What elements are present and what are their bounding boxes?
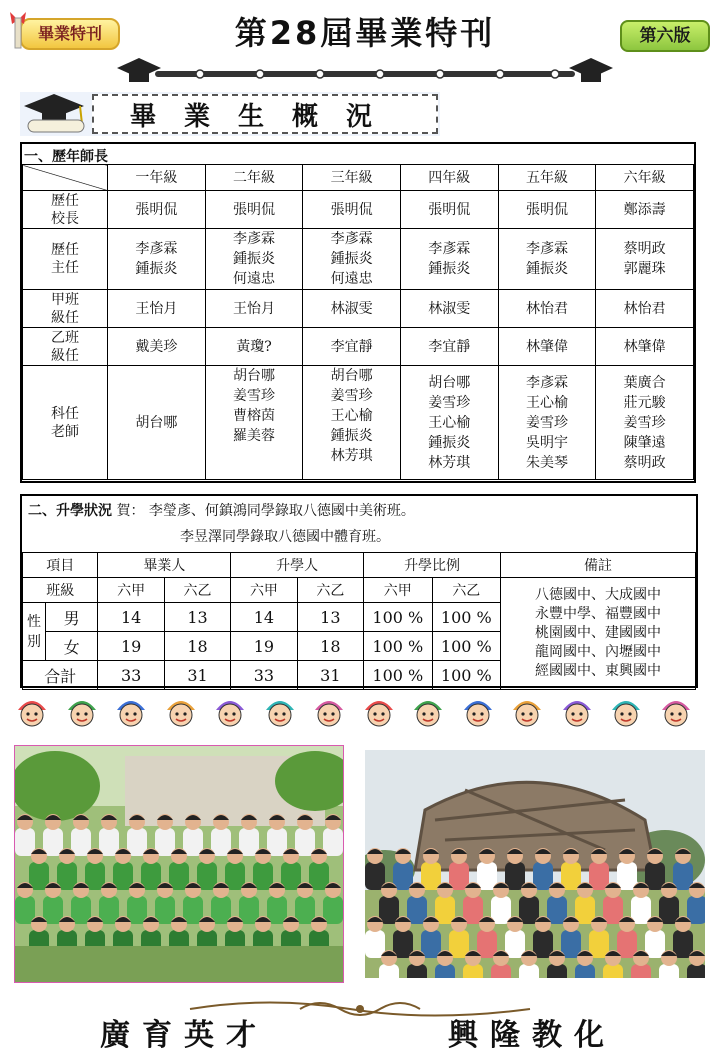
row-label: 甲班 級任: [23, 290, 108, 328]
row-label: 科任 老師: [23, 366, 108, 480]
table-cell: 張明侃: [400, 191, 498, 229]
advancement-table: [22, 552, 696, 690]
edition-badge: 第六版: [620, 20, 710, 52]
table-cell: 林淑雯: [400, 290, 498, 328]
class-photo-1: [14, 745, 344, 983]
table-cell: 胡台哪: [108, 366, 206, 480]
table-cell: 李宜靜: [400, 328, 498, 366]
column-header: 項目: [23, 553, 98, 578]
table-cell: 李彥霖 鍾振炎: [400, 229, 498, 290]
table-cell: 100 %: [432, 661, 501, 690]
column-header: 備註: [501, 553, 696, 578]
table-cell: 14: [98, 603, 164, 632]
newsletter-badge: [20, 18, 120, 50]
table-cell: 18: [164, 632, 230, 661]
table-cell: 李彥霖 鍾振炎: [108, 229, 206, 290]
table-cell: 李彥霖 鍾振炎 何遠忠: [303, 229, 401, 290]
table-cell: 100 %: [364, 603, 433, 632]
teachers-heading: 一、歷年師長: [24, 149, 108, 165]
gender-label: 性別: [23, 603, 46, 661]
advancement-heading-line: [28, 500, 415, 520]
table-corner: [23, 165, 108, 191]
class-header: 六乙: [164, 578, 230, 603]
graduation-cap-icon: [117, 58, 161, 82]
table-cell: 葉廣合 莊元駿 姜雪珍 陳肇遠 蔡明政: [596, 366, 694, 480]
kid-face-icon: [64, 694, 100, 730]
table-cell: 李宜靜: [303, 328, 401, 366]
row-label: 歷任 主任: [23, 229, 108, 290]
congrats-line-2: 李昱澤同學錄取八德國中體育班。: [180, 529, 390, 545]
kid-face-icon: [460, 694, 496, 730]
motto-left: 廣育英才: [100, 1018, 268, 1053]
table-cell: 31: [297, 661, 363, 690]
table-cell: 張明侃: [205, 191, 303, 229]
table-cell: 林怡君: [498, 290, 596, 328]
table-cell: 18: [297, 632, 363, 661]
class-header: 六甲: [364, 578, 433, 603]
table-cell: 19: [231, 632, 297, 661]
class-header: 六甲: [231, 578, 297, 603]
row-label: 女: [45, 632, 98, 661]
kid-face-icon: [311, 694, 347, 730]
row-label: 合計: [23, 661, 98, 690]
table-cell: 王怡月: [108, 290, 206, 328]
table-cell: 林怡君: [596, 290, 694, 328]
kid-face-icon: [212, 694, 248, 730]
table-cell: 100 %: [364, 661, 433, 690]
page-title: 第28屆畢業特刊: [234, 14, 496, 52]
kid-face-icon: [658, 694, 694, 730]
grade-header: 六年級: [596, 165, 694, 191]
table-cell: 胡台哪 姜雪珍 王心榆 鍾振炎 林芳琪: [303, 366, 401, 480]
congrats-line-1: 李瑩彥、何鎮鴻同學錄取八德國中美術班。: [148, 503, 415, 519]
class-photo-2: [365, 750, 705, 978]
table-cell: 林淑雯: [303, 290, 401, 328]
table-cell: 100 %: [432, 603, 501, 632]
kid-face-icon: [410, 694, 446, 730]
table-cell: 13: [297, 603, 363, 632]
section-title: 畢業生概況: [129, 102, 400, 132]
table-cell: 19: [98, 632, 164, 661]
kid-face-icon: [559, 694, 595, 730]
class-header: 六乙: [297, 578, 363, 603]
table-cell: 胡台哪 姜雪珍 王心榆 鍾振炎 林芳琪: [400, 366, 498, 480]
kid-face-icon: [608, 694, 644, 730]
row-label: 班級: [23, 578, 98, 603]
congrats-label: 賀：: [116, 503, 145, 519]
table-cell: 13: [164, 603, 230, 632]
grade-header: 五年級: [498, 165, 596, 191]
kid-face-icon: [262, 694, 298, 730]
kid-face-icon: [163, 694, 199, 730]
kid-face-icon: [361, 694, 397, 730]
column-header: 升學比例: [364, 553, 501, 578]
graduation-cap-icon: [569, 58, 613, 82]
table-cell: 李彥霖 鍾振炎 何遠忠: [205, 229, 303, 290]
table-cell: 14: [231, 603, 297, 632]
table-cell: 100 %: [432, 632, 501, 661]
kid-face-icon: [113, 694, 149, 730]
teachers-table: [22, 164, 694, 480]
table-cell: 王怡月: [205, 290, 303, 328]
table-cell: 蔡明政 郭麗珠: [596, 229, 694, 290]
grade-header: 一年級: [108, 165, 206, 191]
class-header: 六乙: [432, 578, 501, 603]
table-cell: 100 %: [364, 632, 433, 661]
table-cell: 33: [98, 661, 164, 690]
ribbon-icon: [8, 10, 28, 50]
motto-right: 興隆教化: [448, 1018, 616, 1053]
title-decoration-bar: [115, 54, 615, 94]
grade-header: 四年級: [400, 165, 498, 191]
grade-header: 三年級: [303, 165, 401, 191]
row-label: 歷任 校長: [23, 191, 108, 229]
remarks-cell: 八德國中、大成國中 永豐中學、福豐國中 桃園國中、建國國中 龍岡國中、內壢國中 經國國中、東興國中: [501, 578, 696, 690]
column-header: 畢業人: [98, 553, 231, 578]
table-cell: 張明侃: [108, 191, 206, 229]
table-cell: 張明侃: [303, 191, 401, 229]
table-cell: 林肇偉: [596, 328, 694, 366]
table-cell: 林肇偉: [498, 328, 596, 366]
row-label: 男: [45, 603, 98, 632]
kid-face-icon: [509, 694, 545, 730]
row-label: 乙班 級任: [23, 328, 108, 366]
badge-label: 畢業特刊: [37, 24, 102, 43]
table-cell: 31: [164, 661, 230, 690]
kids-decoration-row: [14, 694, 708, 732]
table-cell: 戴美珍: [108, 328, 206, 366]
column-header: 升學人: [231, 553, 364, 578]
kid-face-icon: [14, 694, 50, 730]
table-cell: 胡台哪 姜雪珍 曹榕茵 羅美蓉: [205, 366, 303, 480]
table-cell: 黃瓊?: [205, 328, 303, 366]
table-cell: 李彥霖 鍾振炎: [498, 229, 596, 290]
advancement-heading: 二、升學狀況: [28, 503, 112, 519]
class-header: 六甲: [98, 578, 164, 603]
table-cell: 張明侃: [498, 191, 596, 229]
table-cell: 鄭添壽: [596, 191, 694, 229]
grade-header: 二年級: [205, 165, 303, 191]
table-cell: 李彥霖 王心榆 姜雪珍 吳明宇 朱美琴: [498, 366, 596, 480]
table-cell: 33: [231, 661, 297, 690]
